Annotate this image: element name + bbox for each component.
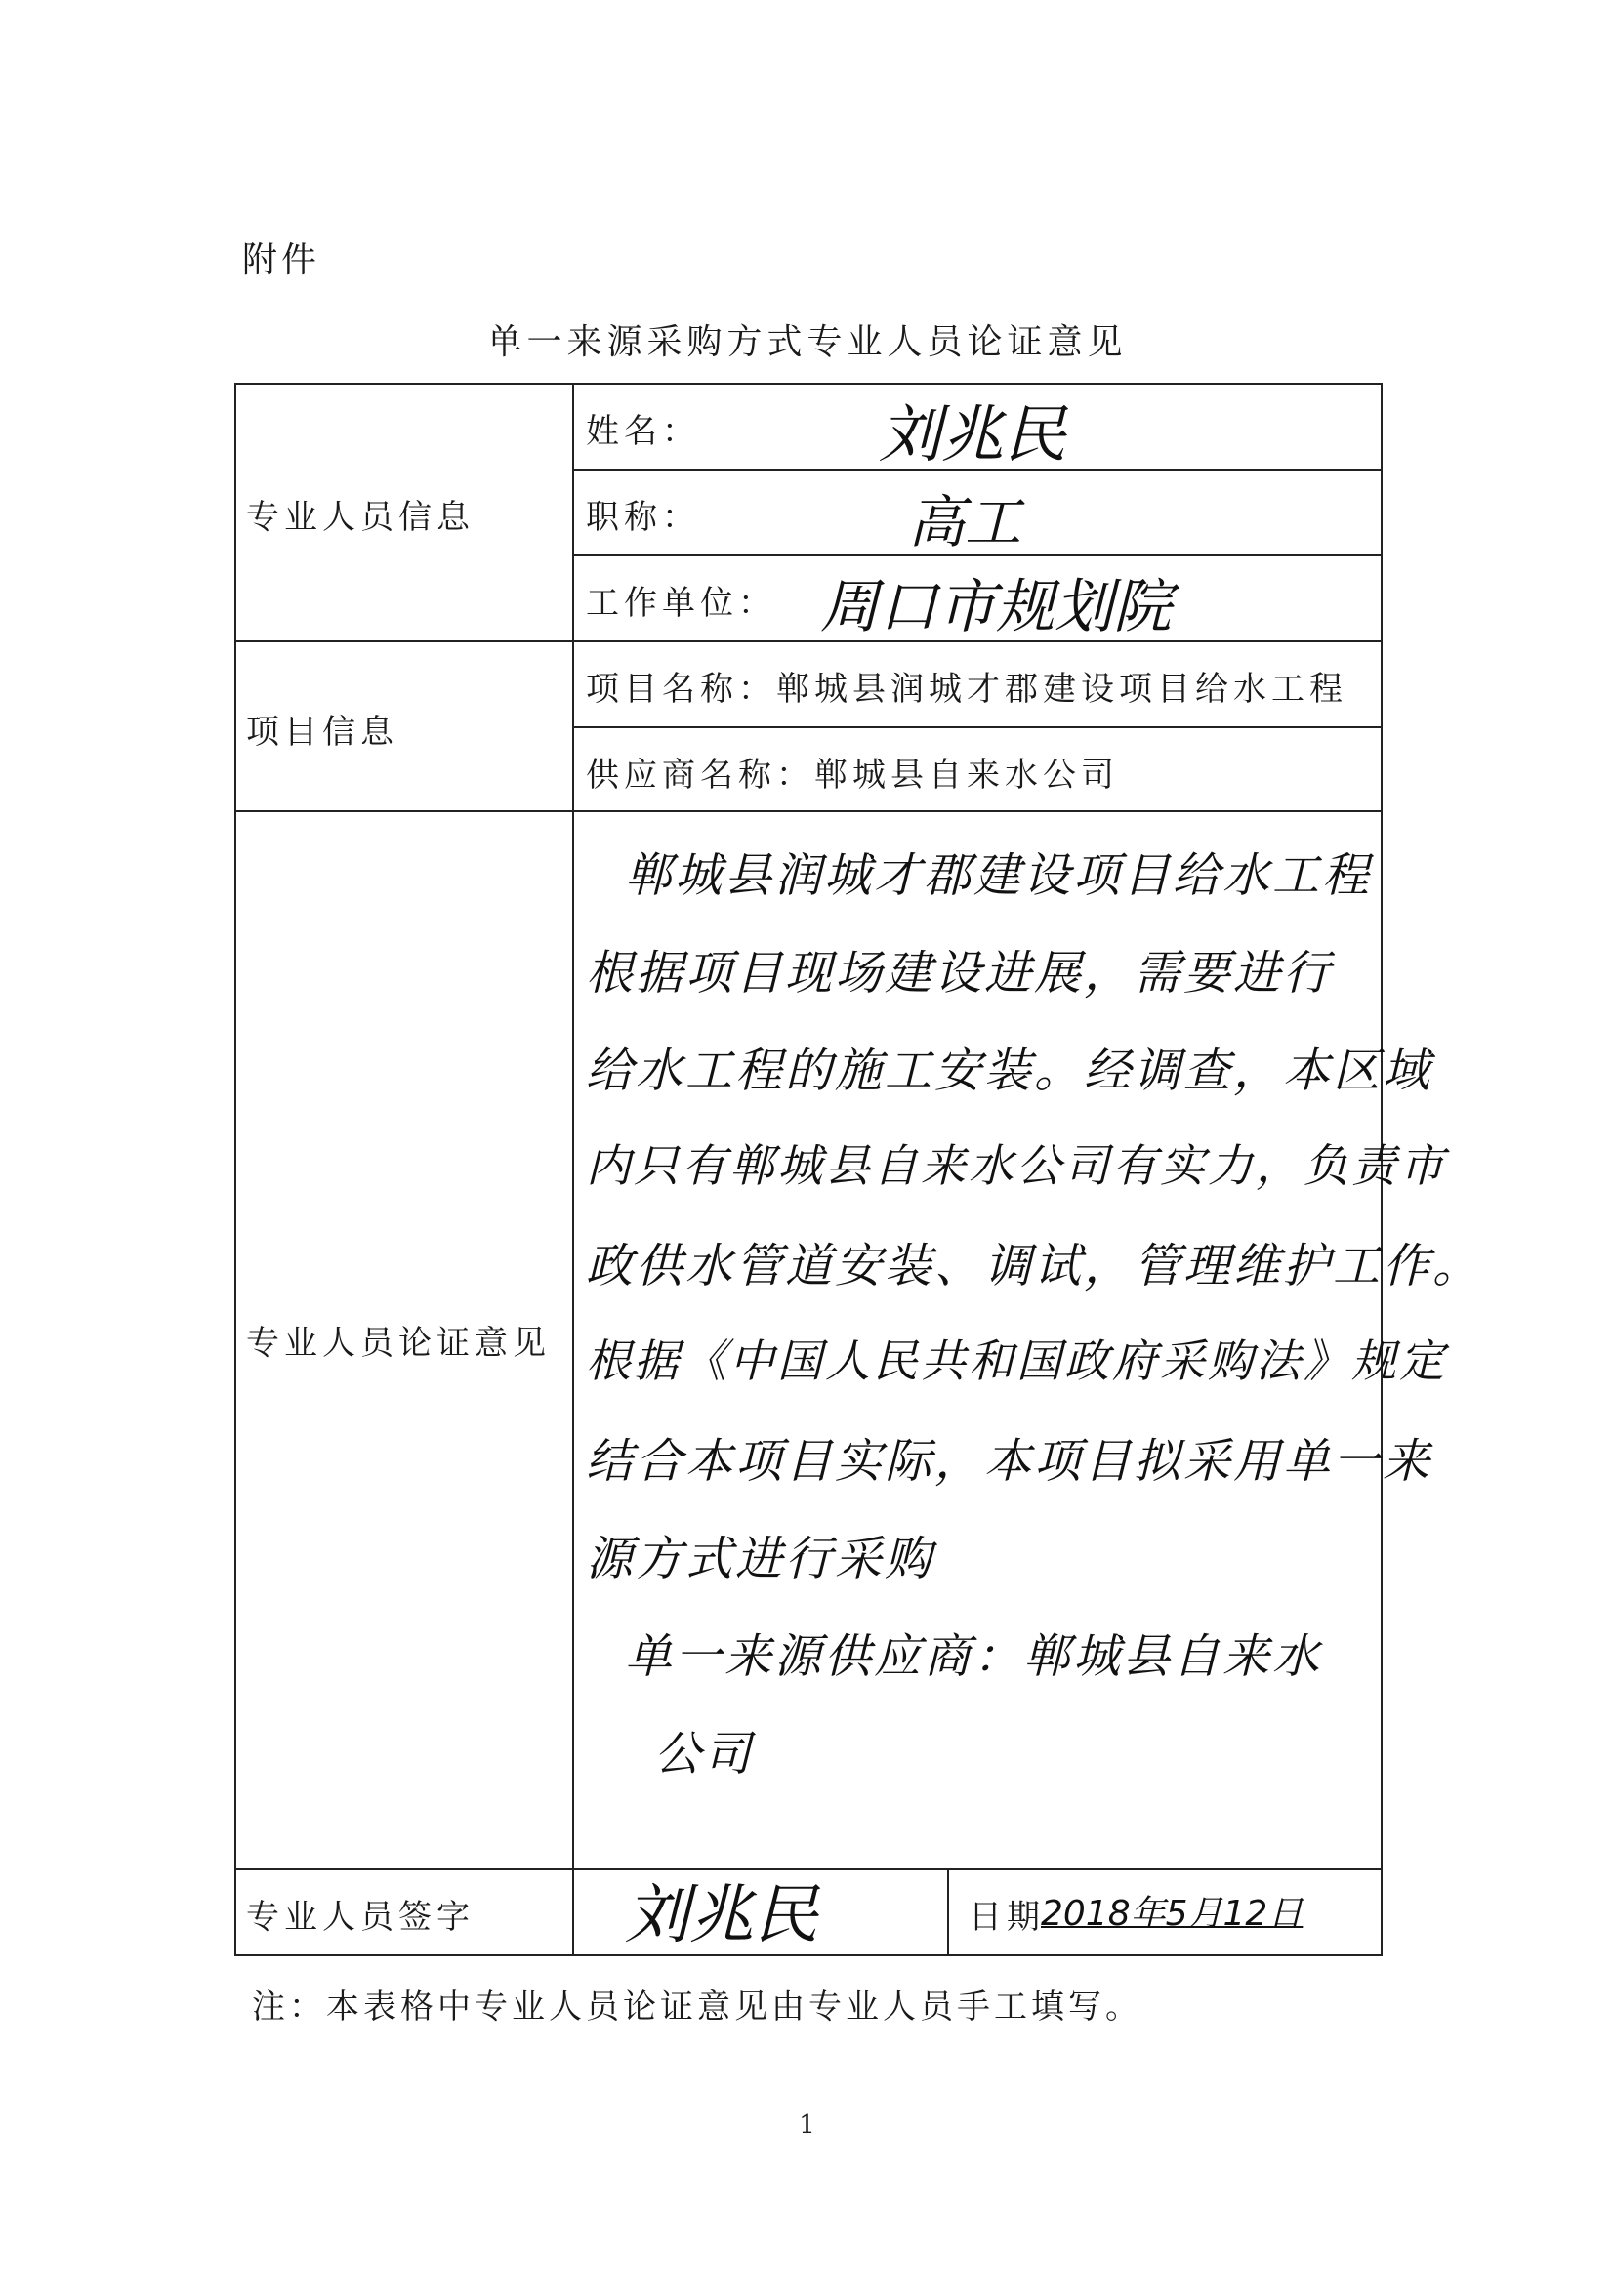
unit-label: 工作单位： (586, 584, 776, 623)
unit-handwritten-value: 周口市规划院 (820, 573, 1172, 641)
opinion-line: 公司 (654, 1727, 755, 1782)
row-divider-expert-info (234, 640, 1383, 642)
date-label: 日期 (969, 1898, 1045, 1937)
opinion-line: 政供水管道安装、调试，管理维护工作。 (586, 1239, 1483, 1293)
opinion-line: 根据《中国人民共和国政府采购法》规定 (586, 1334, 1447, 1387)
footnote: 注：本表格中专业人员论证意见由专业人员手工填写。 (252, 1988, 1142, 2027)
name-label: 姓名： (586, 412, 700, 451)
signature-date-divider (947, 1868, 949, 1956)
row-divider-project-info (234, 810, 1383, 812)
project-info-section-label: 项目信息 (246, 713, 398, 752)
opinion-line: 单一来源供应商：郸城县自来水 (625, 1629, 1323, 1684)
name-handwritten-value: 刘兆民 (879, 399, 1066, 472)
opinion-line: 源方式进行采购 (586, 1532, 935, 1586)
attachment-label: 附件 (242, 240, 321, 280)
title-handwritten-value: 高工 (908, 489, 1022, 555)
opinion-section-label: 专业人员论证意见 (246, 1324, 551, 1363)
project-name-field: 项目名称：郸城县润城才郡建设项目给水工程 (586, 670, 1347, 709)
expert-info-section-label: 专业人员信息 (246, 498, 475, 537)
table-border-top (234, 383, 1383, 385)
signature-section-label: 专业人员签字 (246, 1898, 475, 1937)
opinion-form-table (234, 383, 1483, 1956)
table-border-left (234, 383, 236, 1956)
opinion-line: 根据项目现场建设进展，需要进行 (586, 946, 1334, 1001)
column-divider (572, 383, 574, 1956)
signature-handwritten: 刘兆民 (625, 1877, 818, 1952)
opinion-line: 给水工程的施工安装。经调查，本区域 (586, 1044, 1433, 1098)
opinion-line: 内只有郸城县自来水公司有实力，负责市 (586, 1139, 1447, 1192)
row-divider-project-name (572, 726, 1383, 728)
page-number: 1 (799, 2111, 815, 2140)
supplier-name-field: 供应商名称：郸城县自来水公司 (586, 756, 1119, 795)
date-handwritten-value: 2018年5月12日 (1041, 1894, 1304, 1934)
document-title: 单一来源采购方式专业人员论证意见 (486, 322, 1128, 362)
opinion-line: 结合本项目实际，本项目拟采用单一来 (586, 1434, 1433, 1489)
opinion-line: 郸城县润城才郡建设项目给水工程 (625, 848, 1373, 903)
title-label: 职称： (586, 498, 700, 537)
